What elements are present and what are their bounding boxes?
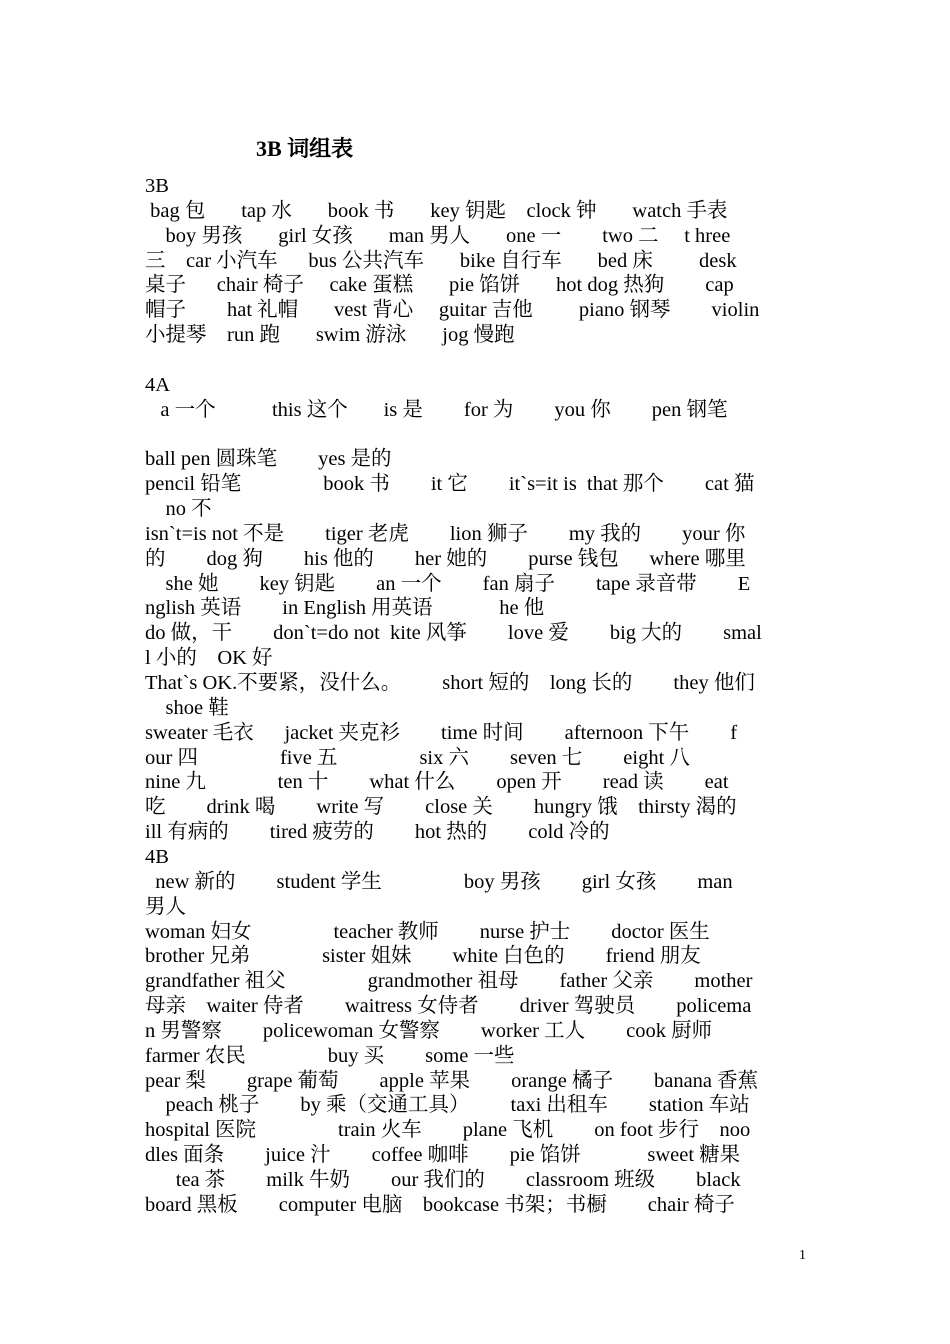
- vocab-line: a 一个 this 这个 is 是 for 为 you 你 pen 钢笔: [145, 398, 728, 421]
- vocab-line: no 不: [145, 498, 212, 521]
- vocab-line: 3B: [145, 175, 169, 197]
- vocab-line: n 男警察 policewoman 女警察 worker 工人 cook 厨师: [145, 1019, 713, 1042]
- vocab-line: hospital 医院 train 火车 plane 飞机 on foot 步行 noo: [145, 1119, 751, 1142]
- vocab-line: brother 兄弟 sister 姐妹 white 白色的 friend 朋友: [145, 945, 701, 968]
- page-title: 3B 词组表: [256, 136, 354, 161]
- page-number: 1: [799, 1248, 806, 1263]
- vocab-line: 桌子 chair 椅子 cake 蛋糕 pie 馅饼 hot dog 热狗 cap: [145, 274, 734, 297]
- vocab-line: ball pen 圆珠笔 yes 是的: [145, 448, 392, 471]
- vocab-line: isn`t=is not 不是 tiger 老虎 lion 狮子 my 我的 your 你: [145, 522, 746, 545]
- vocab-line: pencil 铅笔 book 书 it 它 it`s=it is that 那个 cat 猫: [145, 473, 755, 496]
- vocab-line: nglish 英语 in English 用英语 he 他: [145, 597, 545, 620]
- vocab-line: nine 九 ten 十 what 什么 open 开 read 读 eat: [145, 771, 729, 794]
- vocab-line: new 新的 student 学生 boy 男孩 girl 女孩 man: [145, 870, 733, 893]
- vocab-line: she 她 key 钥匙 an 一个 fan 扇子 tape 录音带 E: [145, 572, 751, 595]
- vocab-line: shoe 鞋: [145, 696, 229, 719]
- vocab-line: pear 梨 grape 葡萄 apple 苹果 orange 橘子 banana 香蕉: [145, 1069, 759, 1092]
- vocab-line: ill 有病的 tired 疲劳的 hot 热的 cold 冷的: [145, 821, 610, 844]
- vocab-line: boy 男孩 girl 女孩 man 男人 one 一 two 二 t hree: [145, 224, 731, 247]
- vocab-line: dles 面条 juice 汁 coffee 咖啡 pie 馅饼 sweet 糖果: [145, 1144, 741, 1167]
- vocab-line: peach 桃子 by 乘（交通工具） taxi 出租车 station 车站: [145, 1094, 750, 1117]
- vocab-line: sweater 毛衣 jacket 夹克衫 time 时间 afternoon 下午 f: [145, 721, 738, 744]
- vocab-line: 小提琴 run 跑 swim 游泳 jog 慢跑: [145, 324, 515, 347]
- vocab-line: 男人: [145, 895, 186, 918]
- vocab-line: 帽子 hat 礼帽 vest 背心 guitar 吉他 piano 钢琴 violin: [145, 299, 760, 322]
- vocab-line: board 黑板 computer 电脑 bookcase 书架；书橱 chair 椅子: [145, 1193, 735, 1216]
- vocab-line: bag 包 tap 水 book 书 key 钥匙 clock 钟 watch 手表: [145, 199, 728, 222]
- vocab-line: 三 car 小汽车 bus 公共汽车 bike 自行车 bed 床 desk: [145, 249, 737, 272]
- vocab-line: 4A: [145, 373, 171, 396]
- vocab-line: woman 妇女 teacher 教师 nurse 护士 doctor 医生: [145, 920, 710, 943]
- vocab-line: 吃 drink 喝 write 写 close 关 hungry 饿 thirsty 渴的: [145, 796, 737, 819]
- vocab-line: tea 茶 milk 牛奶 our 我们的 classroom 班级 black: [145, 1169, 741, 1191]
- vocab-line: l 小的 OK 好: [145, 647, 273, 670]
- vocab-line: our 四 five 五 six 六 seven 七 eight 八: [145, 746, 690, 769]
- vocab-line: do 做，干 don`t=do not kite 风筝 love 爱 big 大的 smal: [145, 622, 762, 645]
- vocab-line: 母亲 waiter 侍者 waitress 女侍者 driver 驾驶员 policema: [145, 995, 752, 1018]
- vocab-line: 4B: [145, 845, 169, 868]
- vocab-line: farmer 农民 buy 买 some 一些: [145, 1044, 515, 1067]
- vocab-line: 的 dog 狗 his 他的 her 她的 purse 钱包 where 哪里: [145, 547, 746, 570]
- vocab-line: That`s OK.不要紧，没什么。 short 短的 long 长的 they 他们: [145, 672, 755, 694]
- vocab-line: grandfather 祖父 grandmother 祖母 father 父亲 mother: [145, 970, 753, 993]
